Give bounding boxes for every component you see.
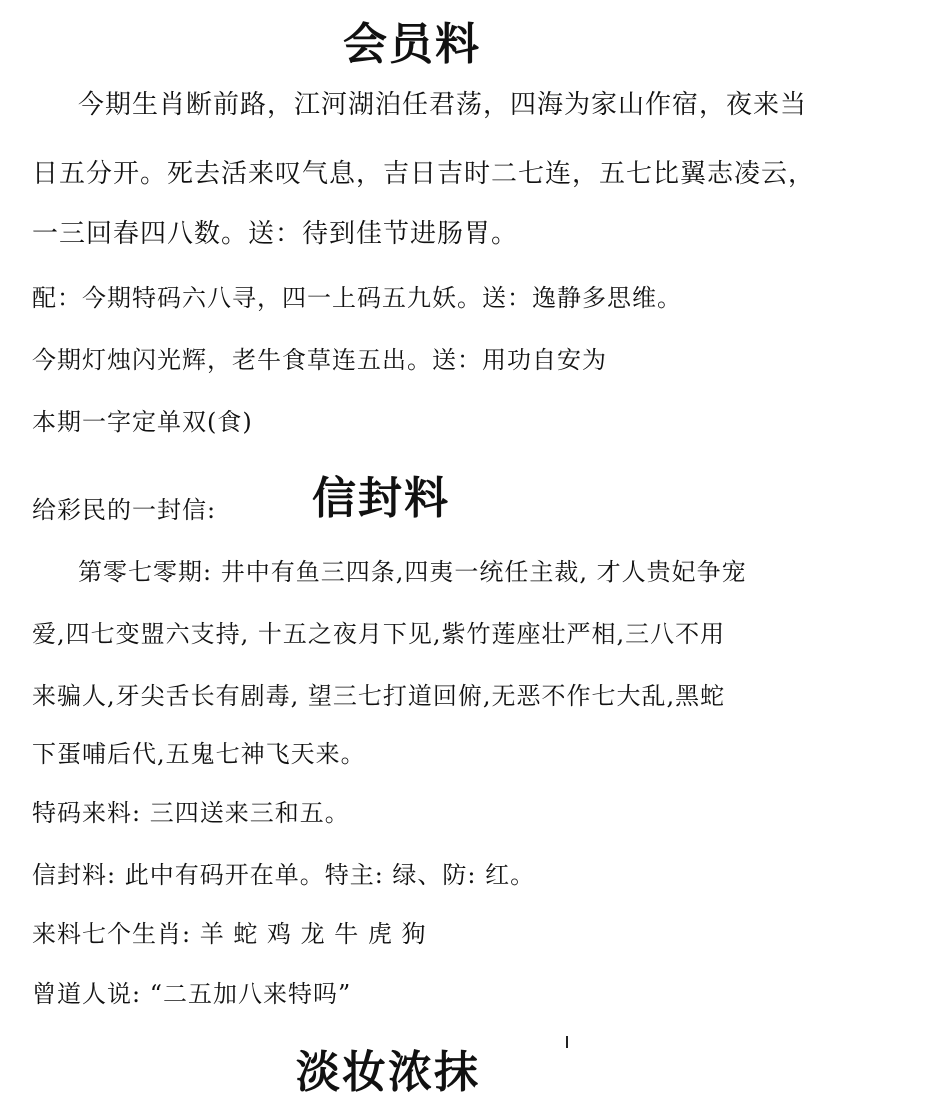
letter-line-4: 下蛋哺后代,五鬼七神飞天来。: [32, 740, 366, 768]
letter-prefix: 给彩民的一封信:: [32, 496, 217, 524]
letter-line-1: 第零七零期: 井中有鱼三四条,四夷一统任主裁, 才人贵妃争宠: [78, 558, 747, 586]
members-line-3: 一三回春四八数。送：待到佳节进肠胃。: [32, 219, 519, 249]
members-line-5: 今期灯烛闪光辉，老牛食草连五出。送：用功自安为: [32, 346, 607, 374]
members-line-6: 本期一字定单双(食): [32, 408, 253, 436]
letter-line-6: 信封料: 此中有码开在单。特主: 绿、防: 红。: [32, 861, 536, 889]
members-line-1: 今期生肖断前路，江河湖泊任君荡，四海为家山作宿，夜来当: [78, 90, 808, 120]
letter-line-7: 来料七个生肖: 羊 蛇 鸡 龙 牛 虎 狗: [32, 920, 427, 948]
letter-line-2: 爱,四七变盟六支持, 十五之夜月下见,紫竹莲座壮严相,三八不用: [32, 620, 726, 648]
letter-line-8: 曾道人说: “二五加八来特吗”: [32, 980, 352, 1008]
members-line-2: 日五分开。死去活来叹气息，吉日吉时二七连，五七比翼志凌云，: [32, 159, 816, 189]
letter-line-3: 来骗人,牙尖舌长有剧毒, 望三七打道回俯,无恶不作七大乱,黑蛇: [32, 682, 726, 710]
letter-title: 信封料: [312, 473, 450, 524]
members-line-4: 配：今期特码六八寻，四一上码五九妖。送：逸静多思维。: [32, 284, 682, 312]
members-title: 会员料: [343, 19, 481, 70]
footer-title: 淡妆浓抹: [296, 1047, 480, 1098]
letter-line-5: 特码来料: 三四送来三和五。: [32, 799, 350, 827]
scan-artifact: [566, 1036, 568, 1048]
